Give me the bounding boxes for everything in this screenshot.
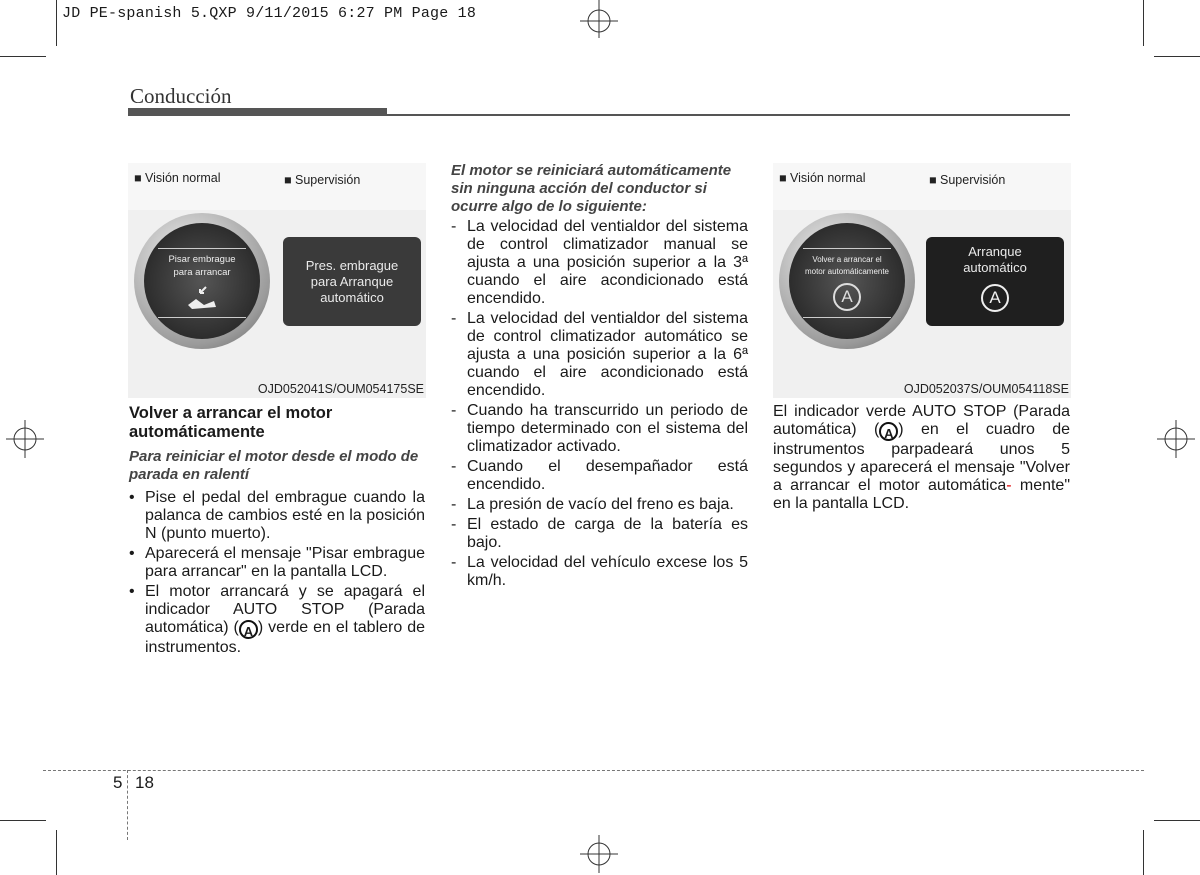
figure-label-normal: ■ Visión normal	[779, 171, 866, 185]
gauge-message-line1: Pisar embrague	[168, 254, 236, 265]
paragraph-text: El indicador verde AUTO STOP (Parada automática) (	[773, 403, 1070, 438]
footer-divider	[127, 770, 128, 840]
crop-mark	[1154, 820, 1200, 821]
gauge-line-top	[803, 248, 891, 249]
list-item-text: Pise el pedal del embrague cuando la palanca de cambios esté en la posición N (punto muerto).	[145, 489, 425, 542]
chapter-number: 5	[113, 773, 123, 792]
conditions-heading: El motor se reiniciará automáticamente sin ninguna acción del conductor si ocurre algo de lo siguiente:	[451, 162, 732, 215]
list-item-text: La presión de vacío del freno es baja.	[467, 496, 734, 513]
subsection-heading: Volver a arrancar el motor automáticamente	[129, 404, 333, 441]
crop-mark	[1143, 830, 1144, 875]
list-item-text: La velocidad del vehículo excese los 5 km/h.	[467, 554, 748, 589]
gauge-face	[144, 223, 260, 339]
lcd-display	[926, 237, 1064, 326]
registration-mark-icon	[6, 420, 44, 458]
list-item	[451, 218, 748, 308]
list-item	[129, 545, 425, 581]
figure-label-supervision: ■ Supervisión	[929, 173, 1006, 187]
procedure-heading: Para reiniciar el motor desde el modo de parada en ralentí	[129, 448, 419, 483]
lcd-message-line1: Arranque	[968, 244, 1022, 259]
auto-stop-icon: A	[981, 284, 1009, 312]
list-item	[129, 583, 425, 657]
list-item	[451, 310, 748, 400]
dash-mark: -	[451, 402, 457, 419]
dash-mark: -	[451, 554, 457, 571]
hyphenation-mark: -	[1006, 477, 1012, 494]
list-item-text: El motor arrancará y se apagará el indicador AUTO STOP (Parada automática) (	[145, 583, 425, 636]
list-item-text: La velocidad del ventialdor del sistema de control climatizador manual se ajusta a una posición superior a la 3ª cuando el aire acondicionado está encendido.	[467, 218, 748, 307]
list-item-text: Cuando ha transcurrido un periodo de tiempo determinado con el sistema del climatizador activado.	[467, 402, 748, 455]
list-item	[451, 516, 748, 552]
gauge-cluster	[134, 213, 270, 349]
bullet-mark: •	[129, 489, 135, 506]
figure-auto-restart	[773, 163, 1071, 398]
lcd-message-line1: Pres. embrague	[305, 258, 399, 273]
dash-mark: -	[451, 496, 457, 513]
gauge-line-bottom	[158, 317, 246, 318]
list-item-text: Cuando el desempañador está encendido.	[467, 458, 748, 493]
list-item-text: ) verde en el tablero de instrumentos.	[145, 619, 426, 656]
registration-mark-icon	[580, 0, 618, 38]
lcd-message-line2: automático	[963, 260, 1027, 275]
bullet-mark: •	[129, 583, 135, 600]
bullet-mark: •	[129, 545, 135, 562]
crop-mark	[0, 820, 46, 821]
clutch-pedal-icon	[184, 283, 220, 313]
paragraph-text: mente" en la pantalla LCD.	[773, 477, 1071, 512]
gauge-cluster	[779, 213, 915, 349]
list-item	[451, 402, 748, 456]
figure-label-supervision: ■ Supervisión	[284, 173, 361, 187]
crop-mark	[1143, 0, 1144, 46]
gauge-face	[789, 223, 905, 339]
dash-mark: -	[451, 458, 457, 475]
figure-clutch-restart	[128, 163, 426, 398]
lcd-display	[283, 237, 421, 326]
list-item-text: La velocidad del ventialdor del sistema de control climatizador automático se ajusta a una posición superior a la 6ª cuando el aire acondicionado está encendido.	[467, 310, 748, 399]
lcd-message-line3: automático	[320, 290, 384, 305]
crop-mark	[56, 0, 57, 46]
list-item	[451, 554, 748, 590]
list-item	[451, 458, 748, 494]
dash-mark: -	[451, 218, 457, 235]
page-number: 18	[135, 773, 154, 792]
gauge-line-top	[158, 248, 246, 249]
title-rule	[387, 114, 1070, 116]
dash-mark: -	[451, 516, 457, 533]
list-item-text: El estado de carga de la batería es bajo.	[467, 516, 748, 551]
print-slug: JD PE-spanish 5.QXP 9/11/2015 6:27 PM Page 18	[62, 5, 477, 22]
list-item	[129, 489, 425, 543]
footer-rule	[43, 770, 1144, 771]
list-item-text: Aparecerá el mensaje "Pisar embrague para arrancar" en la pantalla LCD.	[145, 545, 425, 580]
figure-code: OJD052037S/OUM054118SE	[903, 382, 1069, 396]
column-1	[129, 404, 425, 659]
registration-mark-icon	[580, 835, 618, 873]
figure-label-normal: ■ Visión normal	[134, 171, 221, 185]
crop-mark	[0, 56, 46, 57]
auto-stop-icon: A	[239, 620, 258, 639]
paragraph-text: ) en el cuadro de instrumentos parpadeará unos 5 segundos y aparecerá el mensaje "Volver a arrancar el motor automática	[773, 421, 1070, 494]
column-2	[451, 162, 748, 592]
list-item	[451, 496, 748, 514]
gauge-line-bottom	[803, 317, 891, 318]
lcd-message-line2: para Arranque	[310, 274, 394, 289]
crop-mark	[56, 830, 57, 875]
gauge-message-line1: Volver a arrancar el	[812, 255, 882, 264]
column-3	[773, 403, 1070, 513]
gauge-message-line2: motor automáticamente	[804, 267, 890, 276]
auto-stop-icon: A	[879, 422, 898, 441]
gauge-message-line2: para arrancar	[173, 267, 231, 278]
figure-code: OJD052041S/OUM054175SE	[257, 382, 424, 396]
title-bar	[128, 108, 387, 116]
crop-mark	[1154, 56, 1200, 57]
dash-mark: -	[451, 310, 457, 327]
auto-stop-icon: A	[833, 283, 861, 311]
section-title: Conducción	[130, 84, 232, 108]
registration-mark-icon	[1157, 420, 1195, 458]
